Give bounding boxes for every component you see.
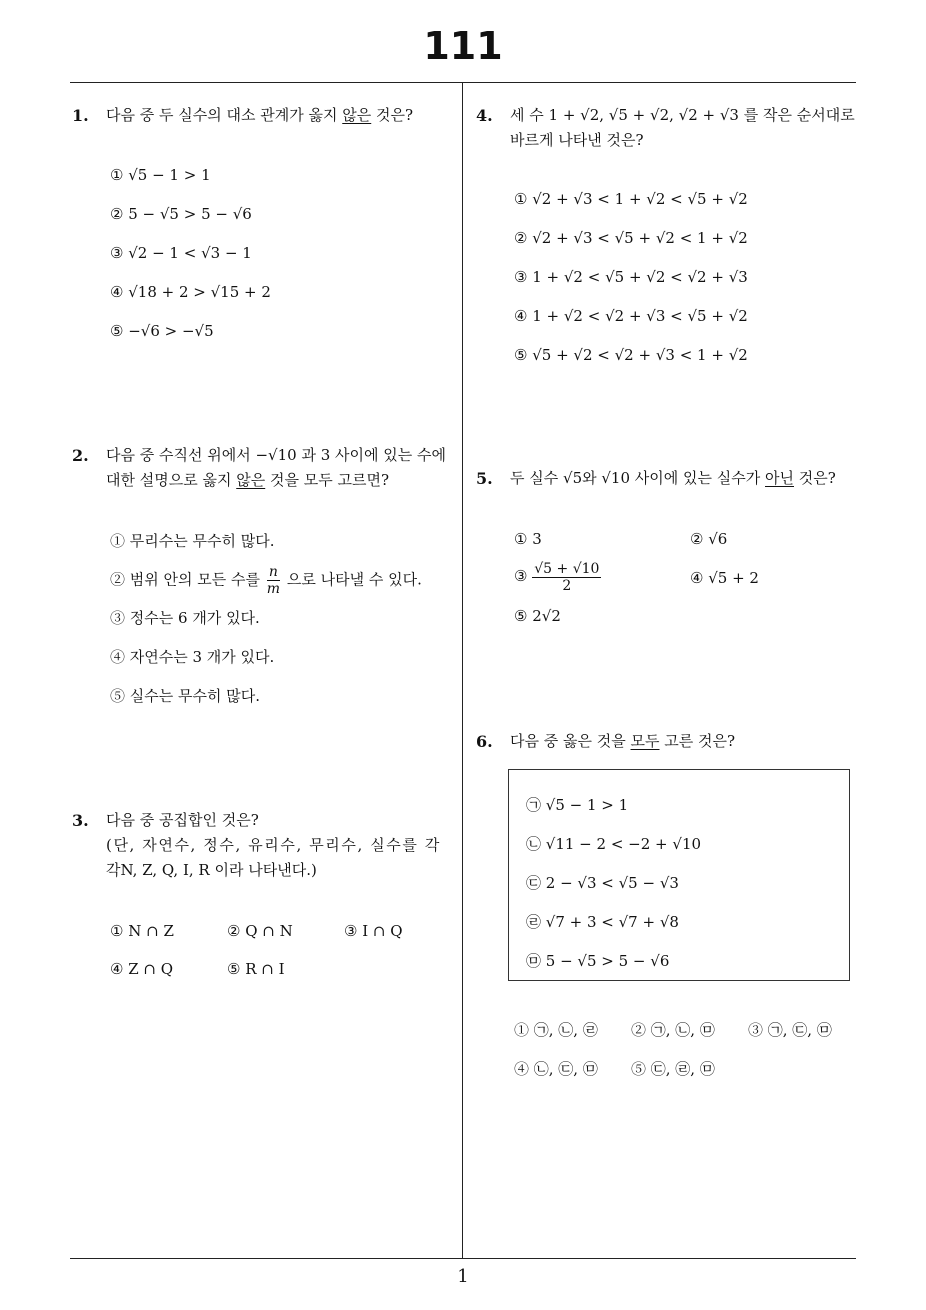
question-number: 2. <box>72 446 89 465</box>
q2-option-5[interactable]: ⑤ 실수는 무수히 많다. <box>110 687 260 705</box>
q3-option-5[interactable]: ⑤ R ∩ I <box>227 960 285 978</box>
q2-option-1[interactable]: ① 무리수는 무수히 많다. <box>110 532 275 550</box>
q2-option-4[interactable]: ④ 자연수는 3 개가 있다. <box>110 648 275 666</box>
question-number: 3. <box>72 811 89 830</box>
column-divider <box>462 83 463 1258</box>
question-5 <box>476 466 860 491</box>
q1-option-1[interactable]: ① √5 − 1 > 1 <box>110 166 211 184</box>
q6-option-3[interactable]: ③ ㉠, ㉢, ㉤ <box>748 1021 832 1039</box>
q6-option-5[interactable]: ⑤ ㉢, ㉣, ㉤ <box>631 1060 715 1078</box>
fraction-n-over-m: $\frac{n}{m}$ <box>266 564 281 597</box>
q6-statement-4: ㉣ √7 + 3 < √7 + √8 <box>526 913 679 931</box>
question-3 <box>72 808 456 883</box>
q2-option-3[interactable]: ③ 정수는 6 개가 있다. <box>110 609 260 627</box>
q4-option-2[interactable]: ② √2 + √3 < √5 + √2 < 1 + √2 <box>514 229 748 247</box>
q3-option-3[interactable]: ③ I ∩ Q <box>344 922 403 940</box>
q4-option-1[interactable]: ① √2 + √3 < 1 + √2 < √5 + √2 <box>514 190 748 208</box>
bottom-rule <box>70 1258 856 1259</box>
page-number: 1 <box>457 1266 469 1287</box>
q4-option-5[interactable]: ⑤ √5 + √2 < √2 + √3 < 1 + √2 <box>514 346 748 364</box>
q3-option-1[interactable]: ① N ∩ Z <box>110 922 174 940</box>
question-stem-line-2: 바르게 나타낸 것은? <box>510 131 644 149</box>
question-2 <box>72 443 456 493</box>
q1-option-2[interactable]: ② 5 − √5 > 5 − √6 <box>110 205 252 223</box>
question-number: 6. <box>476 732 493 751</box>
q2-option-2[interactable]: ② 범위 안의 모든 수를 $\frac{n}{m}$ 으로 나타낼 수 있다. <box>110 564 422 597</box>
q3-option-2[interactable]: ② Q ∩ N <box>227 922 293 940</box>
question-stem: 다음 중 옳은 것을 모두 고른 것은? <box>510 732 736 750</box>
question-number: 5. <box>476 469 493 488</box>
q5-option-5[interactable]: ⑤ 2√2 <box>514 607 561 625</box>
question-stem-line-1: 세 수 1 + √2, √5 + √2, √2 + √3 를 작은 순서대로 <box>510 106 855 124</box>
question-1 <box>72 103 452 128</box>
q6-option-2[interactable]: ② ㉠, ㉡, ㉤ <box>631 1021 715 1039</box>
question-6 <box>476 729 860 754</box>
question-stem: 두 실수 √5와 √10 사이에 있는 실수가 아닌 것은? <box>510 469 836 487</box>
q3-option-4[interactable]: ④ Z ∩ Q <box>110 960 174 978</box>
q5-option-3[interactable]: ③ $\frac{√5 + √10}{2}$ <box>514 560 600 594</box>
q6-statement-3: ㉢ 2 − √3 < √5 − √3 <box>526 874 679 892</box>
q4-option-3[interactable]: ③ 1 + √2 < √5 + √2 < √2 + √3 <box>514 268 748 286</box>
question-stem: 다음 중 수직선 위에서 −√10 과 3 사이에 있는 수에 대한 설명으로 옳지 않은 것을 모두 고르면? <box>106 446 447 489</box>
page-title: 111 <box>423 24 503 68</box>
question-stem-line-3: 각N, Z, Q, I, R 이라 나타낸다.) <box>106 861 317 879</box>
q1-option-5[interactable]: ⑤ −√6 > −√5 <box>110 322 214 340</box>
question-stem: 다음 중 두 실수의 대소 관계가 옳지 않은 것은? <box>106 106 414 124</box>
q6-option-4[interactable]: ④ ㉡, ㉢, ㉤ <box>514 1060 598 1078</box>
q5-option-1[interactable]: ① 3 <box>514 530 542 548</box>
q6-statement-2: ㉡ √11 − 2 < −2 + √10 <box>526 835 702 853</box>
top-rule <box>70 82 856 83</box>
q6-statement-5: ㉤ 5 − √5 > 5 − √6 <box>526 952 670 970</box>
q6-option-1[interactable]: ① ㉠, ㉡, ㉣ <box>514 1021 598 1039</box>
question-stem-line-2: (단, 자연수, 정수, 유리수, 무리수, 실수를 각 <box>106 836 441 854</box>
q1-option-3[interactable]: ③ √2 − 1 < √3 − 1 <box>110 244 252 262</box>
q5-option-4[interactable]: ④ √5 + 2 <box>690 569 759 587</box>
q6-statement-1: ㉠ √5 − 1 > 1 <box>526 796 629 814</box>
question-number: 1. <box>72 106 89 125</box>
q5-option-2[interactable]: ② √6 <box>690 530 728 548</box>
fraction-sqrt5-plus-sqrt10-over-2: $\frac{√5 + √10}{2}$ <box>534 560 600 594</box>
question-4 <box>476 103 860 153</box>
question-number: 4. <box>476 106 493 125</box>
question-stem-line-1: 다음 중 공집합인 것은? <box>106 811 259 829</box>
q1-option-4[interactable]: ④ √18 + 2 > √15 + 2 <box>110 283 271 301</box>
q4-option-4[interactable]: ④ 1 + √2 < √2 + √3 < √5 + √2 <box>514 307 748 325</box>
